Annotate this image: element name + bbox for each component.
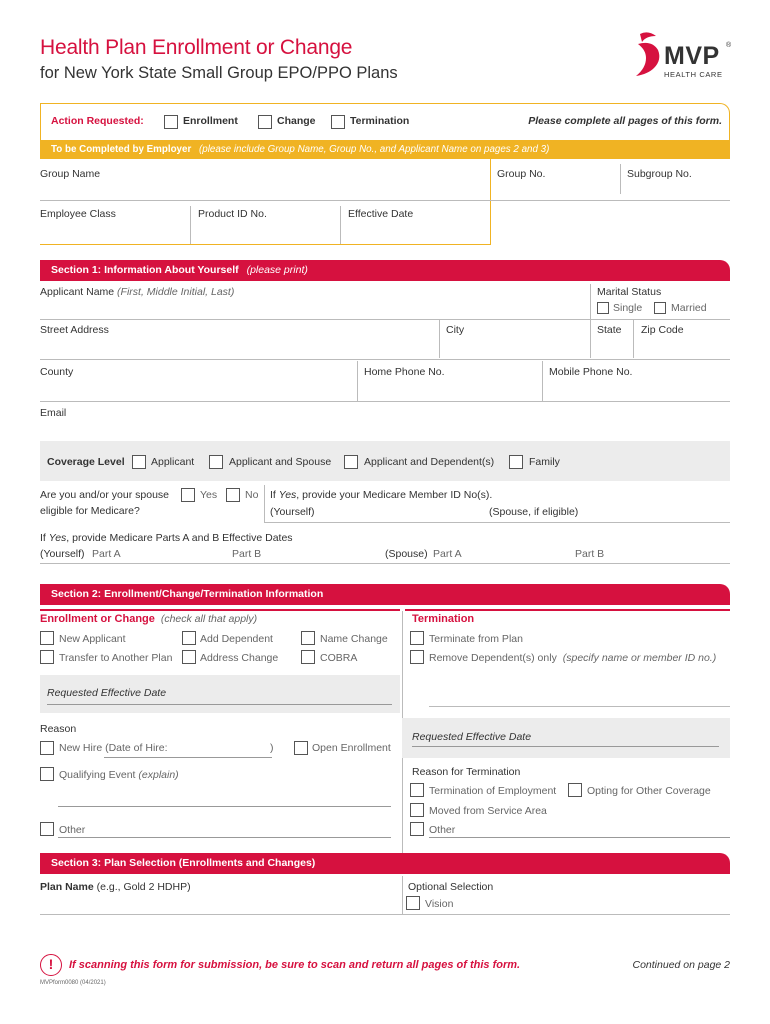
cobra-checkbox[interactable] [301, 650, 315, 664]
mobile-phone-field[interactable]: Mobile Phone No. [549, 366, 633, 378]
other-reason-line[interactable] [58, 837, 391, 838]
divider [190, 206, 191, 244]
if-yes-pre: If [270, 489, 279, 501]
medicare-question-line1: Are you and/or your spouse [40, 489, 169, 501]
medicare-question-line2: eligible for Medicare? [40, 505, 140, 517]
open-enrollment-checkbox[interactable] [294, 741, 308, 755]
cov-family-checkbox[interactable] [509, 455, 523, 469]
cov-applicant-checkbox[interactable] [132, 455, 146, 469]
optional-selection-label: Optional Selection [408, 881, 494, 893]
enrollment-checkbox[interactable] [164, 115, 178, 129]
divider [40, 244, 491, 245]
opting-other-checkbox[interactable] [568, 783, 582, 797]
single-checkbox[interactable] [597, 302, 609, 314]
transfer-label: Transfer to Another Plan [59, 652, 173, 664]
moved-checkbox[interactable] [410, 803, 424, 817]
remove-dep-text: Remove Dependent(s) only [429, 652, 557, 664]
single-label: Single [613, 302, 643, 314]
divider [40, 359, 730, 360]
divider [340, 206, 341, 244]
form-subtitle: for New York State Small Group EPO/PPO Plans [40, 64, 398, 82]
divider [405, 609, 730, 611]
change-checkbox[interactable] [258, 115, 272, 129]
vision-checkbox[interactable] [406, 896, 420, 910]
cobra-label: COBRA [320, 652, 358, 664]
medicare-id-yourself-field[interactable]: (Yourself) [270, 506, 315, 518]
req-eff-date-line [47, 704, 392, 705]
change-label: Change [277, 115, 316, 127]
medicare-no-label: No [245, 489, 259, 501]
cov-dependent-label: Applicant and Dependent(s) [364, 456, 495, 468]
divider [590, 284, 591, 324]
section2-bar [40, 584, 730, 605]
new-hire-label: New Hire (Date of Hire: [59, 742, 168, 754]
divider [633, 320, 634, 358]
divider [40, 609, 400, 611]
transfer-checkbox[interactable] [40, 650, 54, 664]
qualifying-text: Qualifying Event [59, 769, 136, 781]
req-eff-date-label: Requested Effective Date [47, 687, 167, 699]
cov-spouse-checkbox[interactable] [209, 455, 223, 469]
remove-dependent-checkbox[interactable] [410, 650, 424, 664]
city-field[interactable]: City [446, 324, 465, 336]
enrollment-label: Enrollment [183, 115, 238, 127]
new-hire-checkbox[interactable] [40, 741, 54, 755]
complete-all-note: Please complete all pages of this form. [528, 115, 722, 127]
parts-yourself-label: (Yourself) [40, 548, 85, 560]
group-name-field[interactable]: Group Name [40, 168, 101, 180]
applicant-name-label: Applicant Name [40, 286, 115, 298]
section1-note: (please print) [246, 264, 308, 276]
divider [40, 319, 730, 320]
group-no-field[interactable]: Group No. [497, 168, 546, 180]
medicare-id-spouse-field[interactable]: (Spouse, if eligible) [489, 506, 579, 518]
divider [264, 485, 265, 523]
employer-bar-title: To be Completed by Employer [51, 144, 192, 155]
logo-text: MVP [664, 42, 720, 70]
effective-date-field[interactable]: Effective Date [348, 208, 414, 220]
term-req-eff-date-label: Requested Effective Date [412, 731, 532, 743]
street-address-field[interactable]: Street Address [40, 324, 109, 336]
state-field[interactable]: State [597, 324, 622, 336]
cov-family-label: Family [529, 456, 560, 468]
employer-bar [40, 140, 730, 159]
if-yes-post: , provide your Medicare Member ID No(s). [296, 489, 493, 501]
term-employment-checkbox[interactable] [410, 783, 424, 797]
medicare-no-checkbox[interactable] [226, 488, 240, 502]
other-term-label: Other [429, 824, 456, 836]
new-applicant-label: New Applicant [59, 633, 126, 645]
open-enrollment-label: Open Enrollment [312, 742, 391, 754]
add-dependent-checkbox[interactable] [182, 631, 196, 645]
plan-name-label: Plan Name [40, 881, 94, 893]
divider [402, 876, 403, 914]
medicare-yes-checkbox[interactable] [181, 488, 195, 502]
logo-registered: ® [726, 42, 732, 49]
form-id: MVPform0080 (04/2021) [40, 980, 106, 986]
section1-title: Section 1: Information About Yourself [51, 264, 239, 276]
enroll-title: Enrollment or Change [40, 613, 155, 625]
address-change-checkbox[interactable] [182, 650, 196, 664]
part-b-spouse-field[interactable]: Part B [575, 548, 605, 560]
logo-subtext: HEALTH CARE [664, 70, 723, 79]
part-a-spouse-field[interactable]: Part A [433, 548, 462, 560]
termination-heading: Termination [412, 613, 475, 625]
enrollment-change-heading [40, 613, 257, 625]
employer-bar-note: (please include Group Name, Group No., and Applicant Name on pages 2 and 3) [199, 144, 550, 155]
parts-spouse-label: (Spouse) [385, 548, 428, 560]
terminate-plan-label: Terminate from Plan [429, 633, 523, 645]
vision-label: Vision [425, 898, 454, 910]
remove-dep-note: (specify name or member ID no.) [562, 652, 717, 664]
medicare-yes-label: Yes [200, 489, 218, 501]
applicant-name-field[interactable] [40, 286, 234, 298]
email-field[interactable]: Email [40, 407, 67, 419]
alert-icon: ! [40, 954, 62, 976]
cov-spouse-label: Applicant and Spouse [229, 456, 332, 468]
plan-name-note: (e.g., Gold 2 HDHP) [96, 881, 191, 893]
divider [40, 563, 730, 564]
address-change-label: Address Change [200, 652, 279, 664]
term-employment-label: Termination of Employment [429, 785, 557, 797]
terminate-plan-checkbox[interactable] [410, 631, 424, 645]
divider [40, 200, 730, 201]
divider [40, 914, 730, 915]
marital-status-label: Marital Status [597, 286, 662, 298]
form-title: Health Plan Enrollment or Change [40, 36, 353, 59]
divider [490, 159, 491, 245]
part-a-yourself-field[interactable]: Part A [92, 548, 121, 560]
divider [620, 164, 621, 194]
county-field[interactable]: County [40, 366, 74, 378]
reason-termination-label: Reason for Termination [412, 766, 521, 778]
employee-class-field[interactable]: Employee Class [40, 208, 116, 220]
if-yes-bold: Yes [278, 489, 297, 501]
divider [439, 320, 440, 358]
married-checkbox[interactable] [654, 302, 666, 314]
applicant-name-note: (First, Middle Initial, Last) [117, 286, 235, 298]
add-dependent-label: Add Dependent [200, 633, 273, 645]
termination-label: Termination [350, 115, 410, 127]
product-id-field[interactable]: Product ID No. [198, 208, 267, 220]
continued-note: Continued on page 2 [632, 959, 730, 971]
mvp-logo [632, 30, 742, 82]
qualifying-event-label [59, 769, 179, 781]
divider [542, 361, 543, 401]
divider [357, 361, 358, 401]
home-phone-field[interactable]: Home Phone No. [364, 366, 445, 378]
date-of-hire-line[interactable] [104, 757, 272, 758]
termination-checkbox[interactable] [331, 115, 345, 129]
new-hire-close: ) [270, 742, 274, 754]
remove-dependent-line[interactable] [429, 706, 730, 707]
medicare-parts-instruction [40, 532, 293, 544]
other-reason-label: Other [59, 824, 86, 836]
section1-bar [40, 260, 730, 281]
divider [590, 320, 591, 358]
section3-bar [40, 853, 730, 874]
divider [264, 522, 730, 523]
section3-title: Section 3: Plan Selection (Enrollments and Changes) [51, 857, 316, 869]
other-term-line[interactable] [429, 837, 730, 838]
part-b-yourself-field[interactable]: Part B [232, 548, 262, 560]
enroll-note: (check all that apply) [160, 613, 258, 625]
remove-dependent-label [429, 652, 716, 664]
subgroup-no-field[interactable]: Subgroup No. [627, 168, 692, 180]
divider [40, 401, 730, 402]
other-reason-checkbox[interactable] [40, 822, 54, 836]
cov-dependent-checkbox[interactable] [344, 455, 358, 469]
parts-bold: Yes [48, 532, 67, 544]
scan-alert: If scanning this form for submission, be sure to scan and return all pages of this form. [69, 959, 521, 971]
term-eff-date-line [412, 746, 719, 747]
coverage-level-label: Coverage Level [47, 456, 125, 468]
new-applicant-checkbox[interactable] [40, 631, 54, 645]
opting-other-label: Opting for Other Coverage [587, 785, 711, 797]
action-label: Action Requested: [51, 115, 144, 127]
other-term-checkbox[interactable] [410, 822, 424, 836]
reason-label: Reason [40, 723, 77, 735]
married-label: Married [671, 302, 707, 314]
name-change-checkbox[interactable] [301, 631, 315, 645]
section2-title: Section 2: Enrollment/Change/Termination Information [51, 588, 324, 600]
plan-name-field[interactable] [40, 881, 191, 893]
zip-field[interactable]: Zip Code [641, 324, 684, 336]
qualifying-event-checkbox[interactable] [40, 767, 54, 781]
cov-applicant-label: Applicant [151, 456, 195, 468]
name-change-label: Name Change [320, 633, 388, 645]
parts-post: , provide Medicare Parts A and B Effective Dates [66, 532, 293, 544]
qualifying-line[interactable] [58, 806, 391, 807]
parts-pre: If [40, 532, 49, 544]
moved-label: Moved from Service Area [429, 805, 547, 817]
qualifying-note: (explain) [138, 769, 179, 781]
medicare-id-instruction [270, 489, 492, 501]
